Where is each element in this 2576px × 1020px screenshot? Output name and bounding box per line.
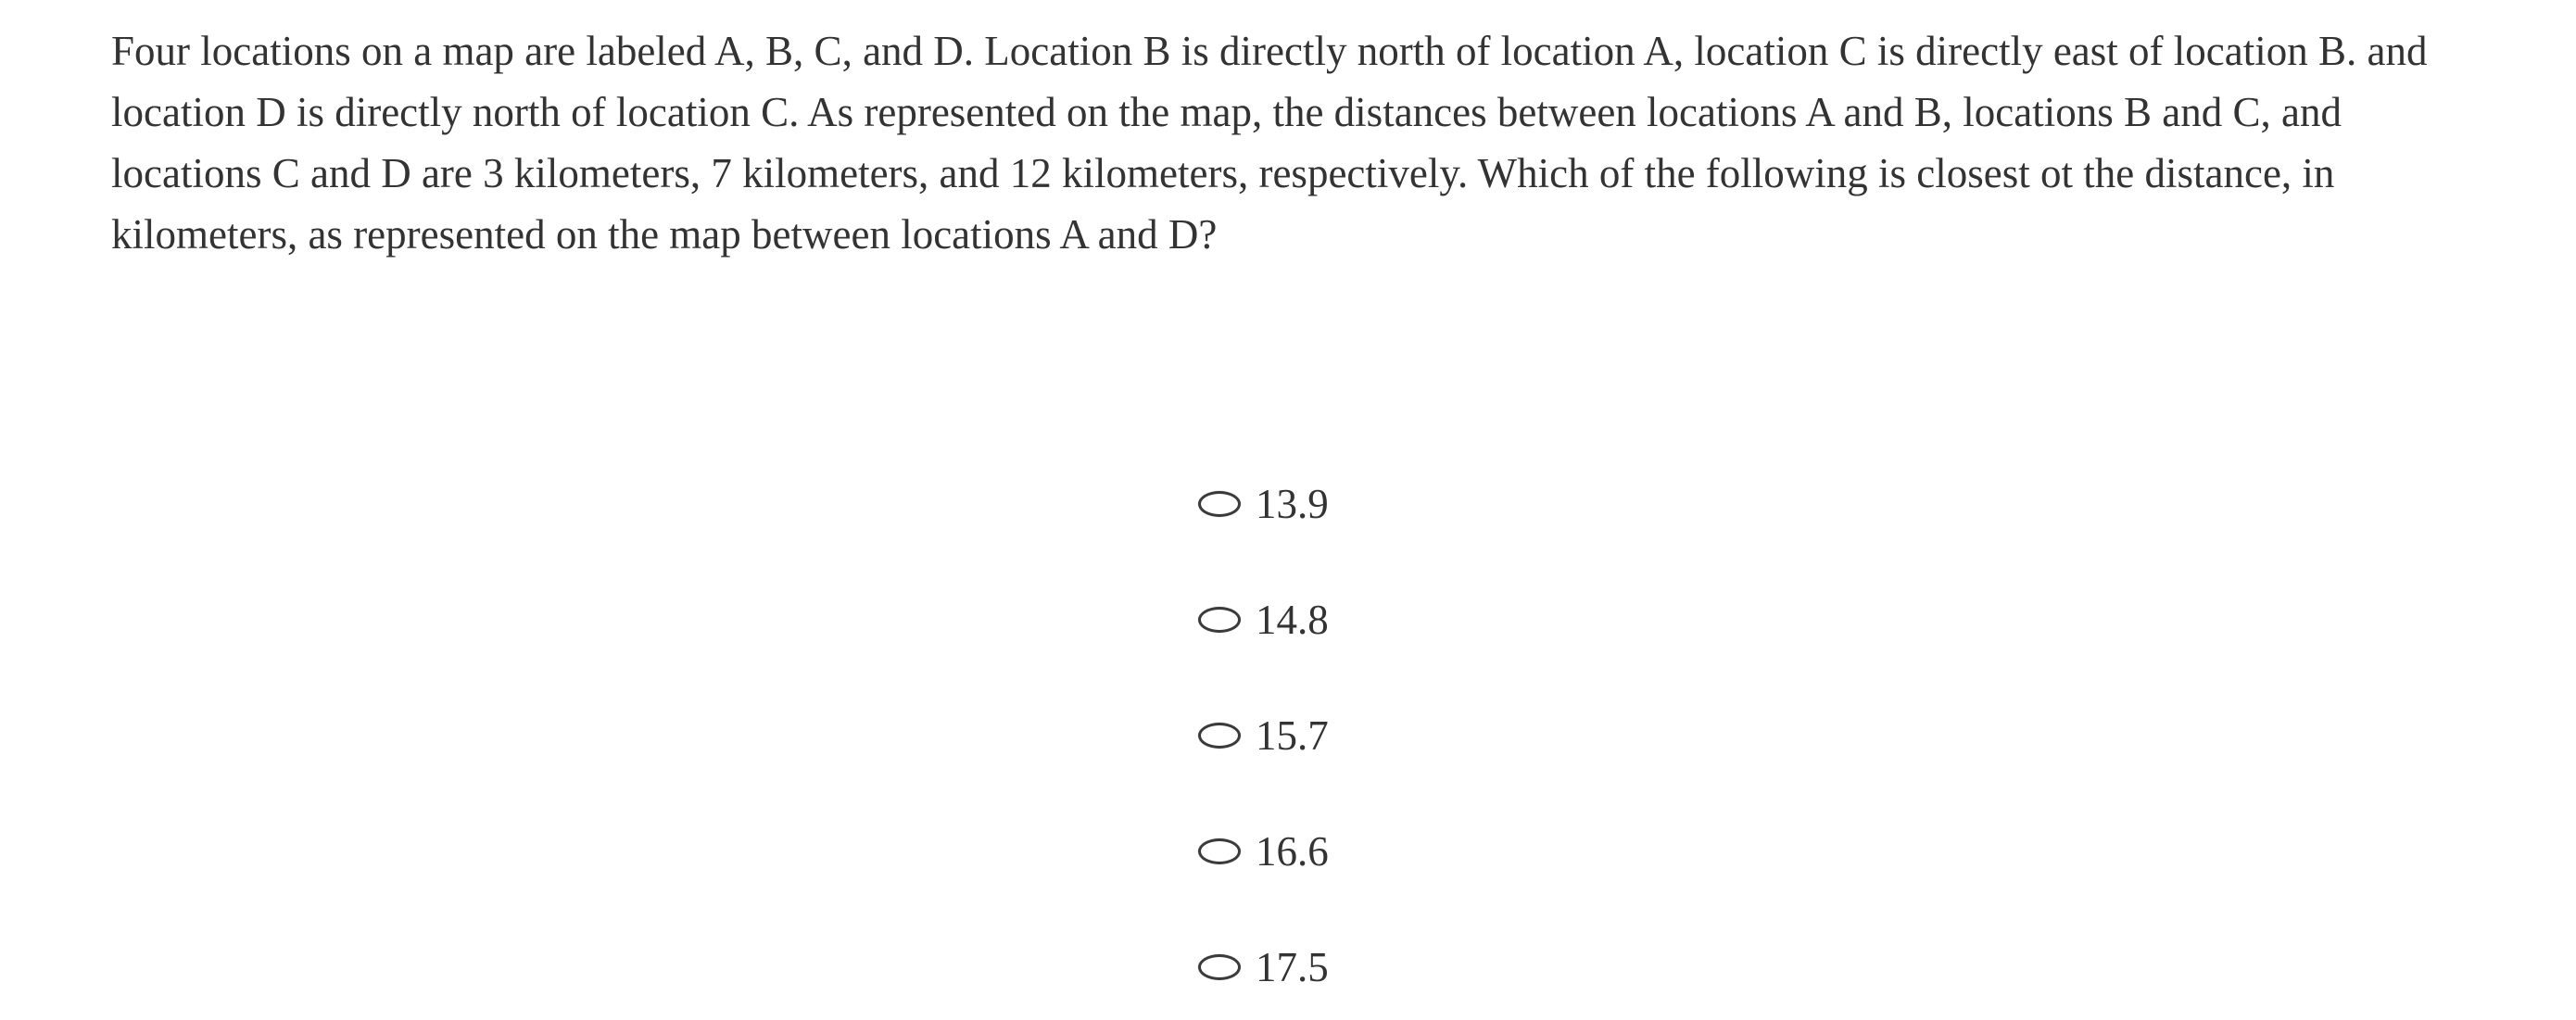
answer-option-4[interactable] — [1198, 824, 1329, 879]
answer-option-5[interactable] — [1198, 939, 1329, 995]
radio-button-icon[interactable] — [1198, 607, 1241, 633]
option-label: 14.8 — [1256, 597, 1329, 643]
question-text: Four locations on a map are labeled A, B, C, and D. Location B is directly north of location A, location C is directly east of location B. and location D is directly north of location C. As represented on the map, the distances between locations A and B, locations B and C, and locations C and D are 3 kilometers, 7 kilometers, and 12 kilometers, respectively. Which of the following is closest ot the distance, in kilometers, as represented on the map between locations A and D? — [111, 28, 2428, 258]
option-label: 13.9 — [1256, 481, 1329, 527]
answer-option-2[interactable] — [1198, 592, 1329, 648]
option-label: 17.5 — [1256, 944, 1329, 990]
radio-button-icon[interactable] — [1198, 954, 1241, 980]
option-label: 16.6 — [1256, 828, 1329, 875]
radio-button-icon[interactable] — [1198, 723, 1241, 749]
option-label: 15.7 — [1256, 712, 1329, 759]
answer-option-3[interactable] — [1198, 708, 1329, 763]
answer-option-1[interactable] — [1198, 476, 1329, 532]
radio-button-icon[interactable] — [1198, 491, 1241, 517]
radio-button-icon[interactable] — [1198, 838, 1241, 864]
